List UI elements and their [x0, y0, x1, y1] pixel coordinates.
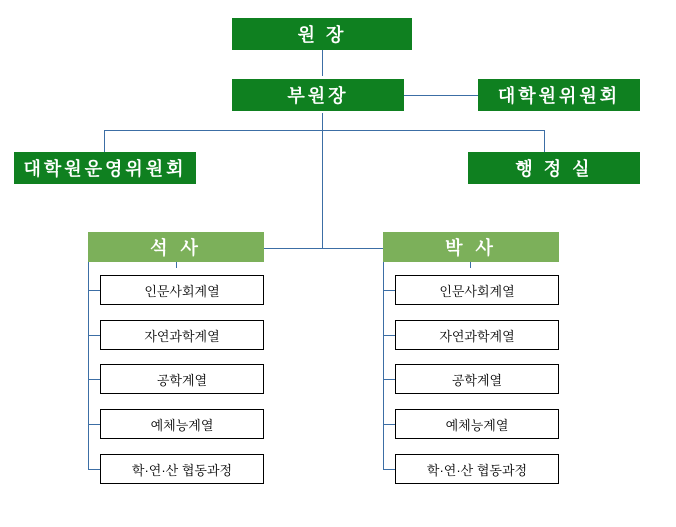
node-administration-office-label: 행 정 실 [515, 159, 593, 179]
node-vice-director-label: 부원장 [287, 86, 349, 106]
node-masters-program-4[interactable] [100, 409, 264, 439]
connector-to-administration [544, 130, 545, 152]
node-doctorate-program-1[interactable] [395, 275, 559, 305]
connector-masters-3 [88, 379, 100, 380]
connector-to-operating-committee [104, 130, 105, 152]
node-doctorate[interactable] [383, 232, 559, 262]
node-doctorate-program-3-label: 공학계열 [451, 372, 503, 388]
node-masters-program-1[interactable] [100, 275, 264, 305]
node-doctorate-label: 박 사 [445, 238, 497, 258]
node-doctorate-program-4-label: 예체능계열 [445, 417, 509, 433]
connector-doctorate-head [470, 262, 471, 268]
node-graduate-operating-committee[interactable] [14, 152, 196, 184]
connector-masters-2 [88, 335, 100, 336]
node-graduate-school-committee-label: 대학원위원회 [497, 86, 621, 106]
node-masters-program-1-label: 인문사회계열 [144, 283, 220, 299]
connector-doctorate-4 [383, 424, 395, 425]
node-doctorate-program-5-label: 학·연·산 협동과정 [426, 462, 528, 478]
node-vice-director[interactable] [232, 79, 404, 111]
node-masters-program-3-label: 공학계열 [156, 372, 208, 388]
node-masters-program-5[interactable] [100, 454, 264, 484]
node-administration-office[interactable] [468, 152, 640, 184]
node-director-label: 원 장 [297, 25, 347, 45]
node-masters-program-4-label: 예체능계열 [150, 417, 214, 433]
node-masters-program-2-label: 자연과학계열 [144, 328, 220, 344]
connector-branch-horizontal [104, 130, 544, 131]
node-masters[interactable] [88, 232, 264, 262]
connector-doctorate-spine [383, 262, 384, 470]
connector-masters-5 [88, 469, 100, 470]
connector-director-to-vice [322, 50, 323, 76]
node-masters-program-5-label: 학·연·산 협동과정 [131, 462, 233, 478]
connector-doctorate-1 [383, 290, 395, 291]
node-masters-program-3[interactable] [100, 364, 264, 394]
connector-doctorate-2 [383, 335, 395, 336]
node-graduate-school-committee[interactable] [478, 79, 640, 111]
connector-masters-1 [88, 290, 100, 291]
connector-masters-4 [88, 424, 100, 425]
node-doctorate-program-5[interactable] [395, 454, 559, 484]
connector-doctorate-5 [383, 469, 395, 470]
node-director[interactable] [232, 18, 412, 50]
connector-masters-spine [88, 262, 89, 470]
node-graduate-operating-committee-label: 대학원운영위원회 [23, 159, 187, 179]
node-doctorate-program-2[interactable] [395, 320, 559, 350]
connector-vice-to-committee [404, 95, 478, 96]
connector-doctorate-3 [383, 379, 395, 380]
node-doctorate-program-4[interactable] [395, 409, 559, 439]
node-doctorate-program-3[interactable] [395, 364, 559, 394]
node-masters-label: 석 사 [150, 238, 202, 258]
node-doctorate-program-1-label: 인문사회계열 [439, 283, 515, 299]
node-masters-program-2[interactable] [100, 320, 264, 350]
node-doctorate-program-2-label: 자연과학계열 [439, 328, 515, 344]
connector-vice-trunk [322, 113, 323, 248]
connector-masters-head [176, 262, 177, 268]
